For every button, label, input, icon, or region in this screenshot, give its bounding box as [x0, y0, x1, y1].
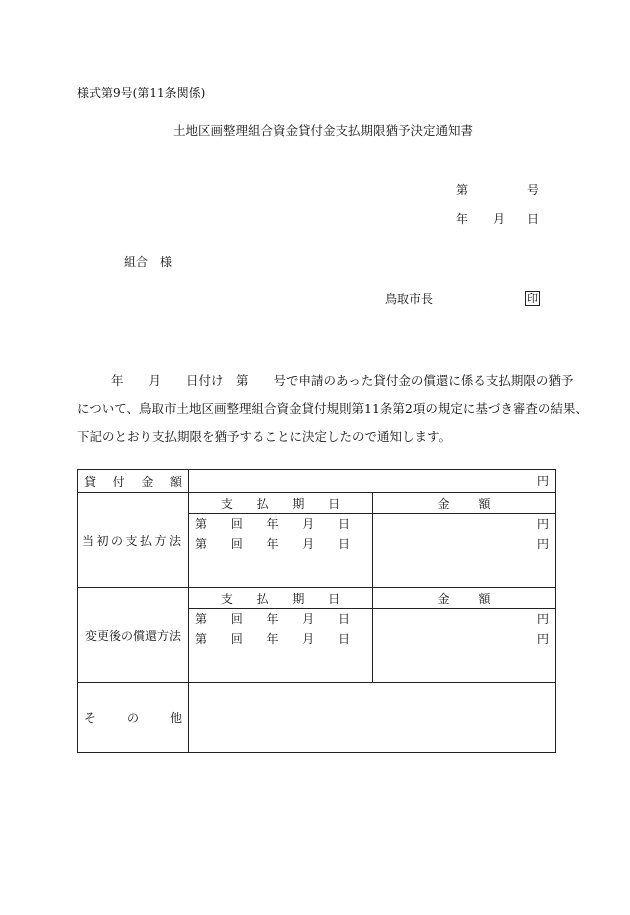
amount-header: [373, 588, 556, 609]
row-char: 月: [302, 537, 315, 551]
changed-repayment-row: [78, 588, 556, 683]
amount-cell: [373, 609, 556, 683]
row-char: 第: [195, 517, 208, 531]
document-number-suffix: 号: [527, 183, 540, 197]
row-char: 回: [230, 537, 243, 551]
row-char: 月: [302, 612, 315, 626]
date-year: 年: [456, 212, 469, 226]
changed-repayment-label-value: 変更後の償還方法: [84, 628, 181, 643]
yen-unit: 円: [536, 517, 549, 531]
row-char: 回: [230, 517, 243, 531]
body-line-3: 下記のとおり支払期限を猶予することに決定したので通知します。: [77, 429, 452, 444]
original-payment-label-text: [78, 532, 188, 549]
yen-unit: 円: [536, 632, 549, 646]
date-month: 月: [493, 212, 506, 226]
row-char: 日: [337, 537, 350, 551]
header-char: 払: [256, 591, 269, 606]
row-char: 月: [302, 632, 315, 646]
header-char: 額: [478, 496, 491, 511]
installment-row: [189, 609, 372, 629]
header-char: 額: [478, 591, 491, 606]
document-number-prefix: 第: [456, 183, 469, 197]
changed-repayment-detail: [189, 588, 556, 683]
label-char: の: [126, 711, 139, 725]
row-char: 月: [302, 517, 315, 531]
installment-row: [189, 629, 372, 649]
row-char: 第: [195, 632, 208, 646]
header-char: 期: [292, 591, 305, 606]
header-char: 金: [437, 496, 450, 511]
row-char: 日: [337, 632, 350, 646]
header-char: 金: [437, 591, 450, 606]
label-char: 金: [141, 474, 154, 489]
original-payment-label: [78, 493, 189, 588]
row-char: 年: [266, 537, 279, 551]
label-char: そ: [84, 711, 97, 725]
changed-repayment-label: [78, 588, 189, 683]
amount-cell: [373, 514, 556, 588]
row-char: 年: [266, 612, 279, 626]
header-char: 日: [328, 496, 341, 511]
original-payment-row: [78, 493, 556, 588]
date-day: 日: [527, 212, 540, 226]
row-char: 第: [195, 537, 208, 551]
label-char: 付: [112, 474, 125, 489]
payment-date-header: [189, 588, 373, 609]
other-row: [78, 683, 556, 753]
header-char: 支: [220, 591, 233, 606]
seal-mark: 印: [527, 292, 538, 305]
yen-unit: 円: [536, 537, 549, 551]
header-char: 支: [220, 496, 233, 511]
installment-row: [189, 514, 372, 534]
installment-row: [189, 534, 372, 554]
original-payment-label-value: 当初の支払方法: [82, 533, 184, 548]
body-line-2: について、鳥取市土地区画整理組合資金貸付規則第11条第2項の規定に基づき審査の結果、: [77, 401, 588, 416]
row-char: 回: [230, 632, 243, 646]
payment-date-header: [189, 493, 373, 514]
document-title: 土地区画整理組合資金貸付金支払期限猶予決定通知書: [173, 123, 474, 138]
original-payment-subtable: [189, 493, 555, 587]
loan-amount-value: [189, 470, 556, 493]
loan-amount-row: [78, 470, 556, 493]
label-char: 貸: [84, 474, 97, 489]
header-char: 日: [328, 591, 341, 606]
header-char: 払: [256, 496, 269, 511]
yen-unit: 円: [536, 474, 549, 488]
addressee-honorific: 様: [160, 255, 173, 269]
row-char: 年: [266, 517, 279, 531]
loan-amount-label: [78, 470, 189, 493]
body-line-1: 年 月 日付け 第 号で申請のあった貸付金の償還に係る支払期限の猶予: [111, 373, 574, 388]
row-char: 回: [230, 612, 243, 626]
row-char: 第: [195, 612, 208, 626]
original-payment-detail: [189, 493, 556, 588]
other-value: [189, 683, 556, 753]
other-label: [78, 683, 189, 753]
amount-header: [373, 493, 556, 514]
changed-repayment-subtable: [189, 588, 555, 682]
label-char: 他: [169, 711, 182, 725]
addressee-name: 組合: [124, 255, 149, 269]
header-char: 期: [292, 496, 305, 511]
yen-unit: 円: [536, 612, 549, 626]
details-table: [77, 469, 556, 753]
label-char: 額: [169, 474, 182, 489]
row-char: 日: [337, 517, 350, 531]
payment-date-cell: [189, 514, 373, 588]
row-char: 年: [266, 632, 279, 646]
issuer-name: 鳥取市長: [385, 292, 434, 306]
row-char: 日: [337, 612, 350, 626]
form-number: 様式第9号(第11条関係): [77, 86, 206, 100]
payment-date-cell: [189, 609, 373, 683]
